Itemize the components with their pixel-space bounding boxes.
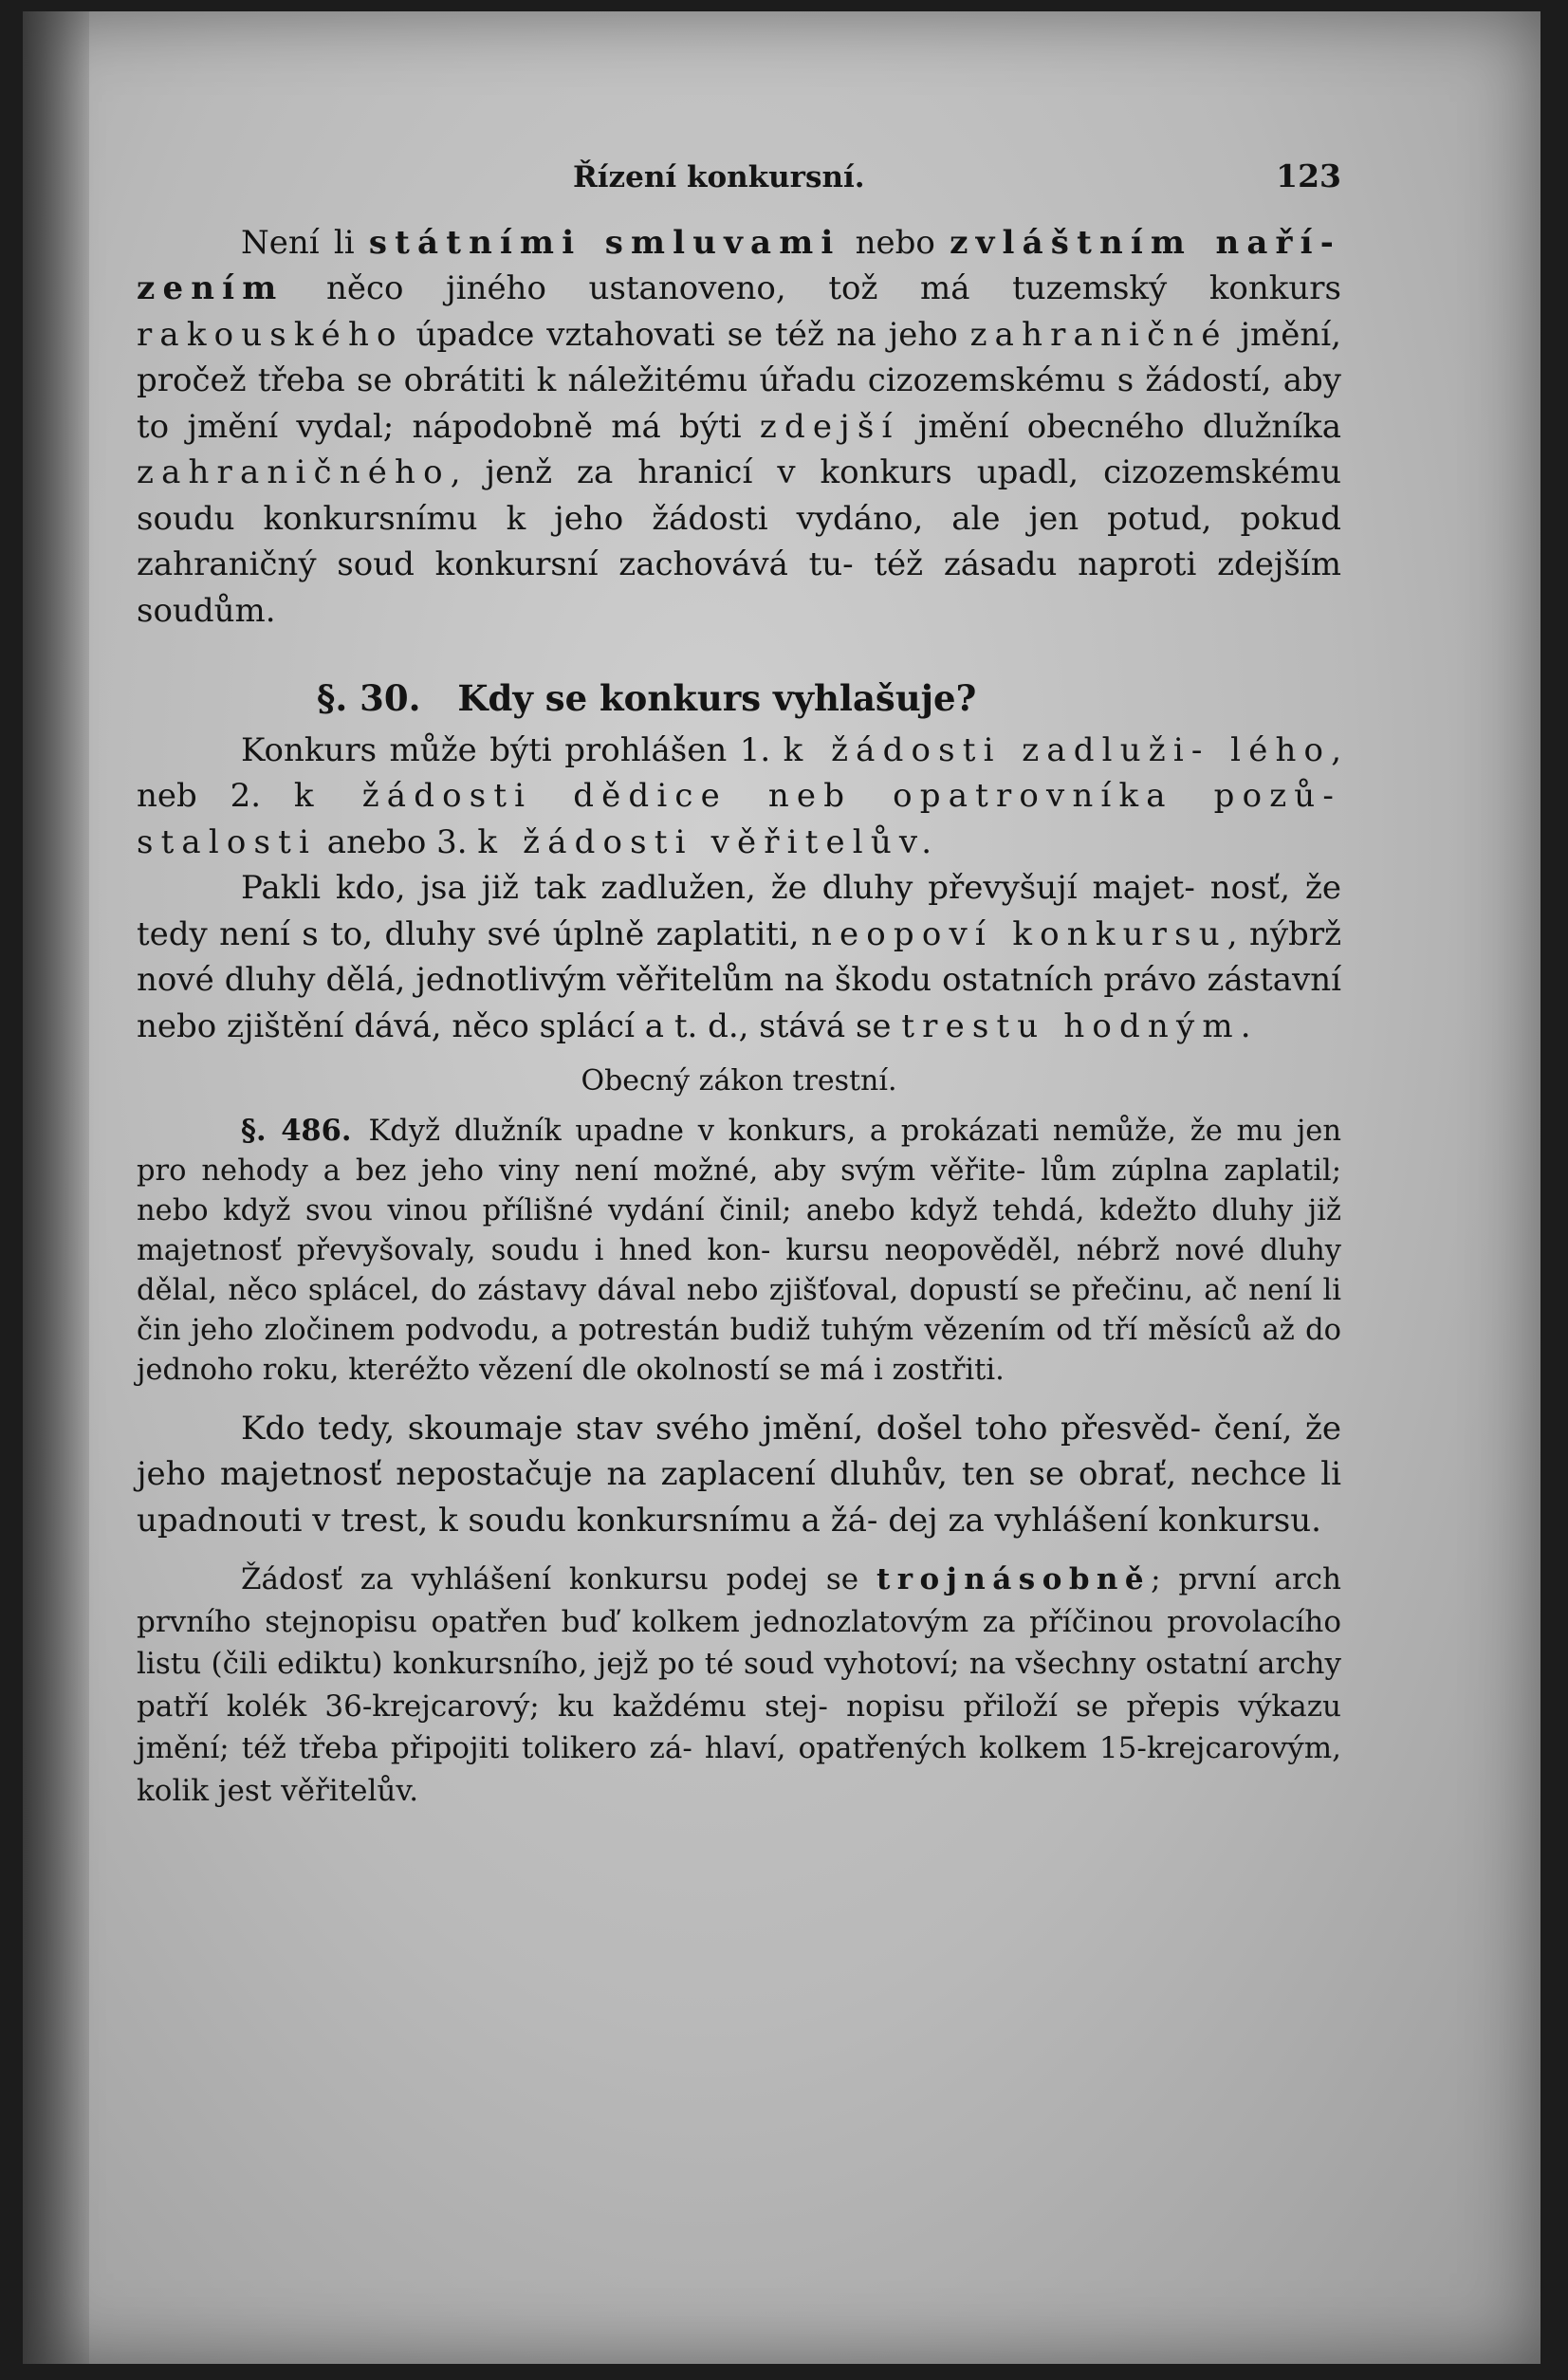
page-text	[137, 154, 1341, 1812]
law-number: §. 486.	[241, 1113, 352, 1148]
section-title: Kdy se konkurs vyhlašuje?	[457, 677, 977, 719]
law-excerpt: §. 486. Když dlužník upadne v konkurs, a prokázati nemůže, že mu jen pro nehody a bez jeho viny není možné, aby svým věřite- lům zúplna zaplatil; nebo když svou vinou přílišné vydání činil; anebo když tehdá, kdežto dluhy již majetnosť převyšovaly, soudu i hned kon- kursu neopověděl, nébrž nové dluhy dělal, něco splácel, do zástavy dával nebo zjišťoval, dopustí se přečinu, ač není li čin jeho zločinem podvodu, a potrestán budiž tuhým vězením od tří měsíců až do jednoho roku, kteréžto vězení dle okolností se má i zostřiti.	[137, 1113, 1341, 1387]
paragraph-self-assessment: Kdo tedy, skoumaje stav svého jmění, došel toho přesvěd- čení, že jeho majetnosť nepostačuje na zaplacení dluhův, ten se obrať, nechce li upadnouti v trest, k soudu konkursnímu a žá- dej za vyhlášení konkursu.	[137, 1409, 1341, 1540]
book-page	[23, 11, 1540, 2364]
law-title: Obecný zákon trestní.	[581, 1064, 897, 1098]
header-title: Řízení konkursní.	[573, 160, 865, 194]
paragraph-liability: Pakli kdo, jsa již tak zadlužen, že dluhy převyšují majet- nosť, že tedy není s to, dluhy své úplně zaplatiti, neopoví konkursu, nýbrž nové dluhy dělá, jednotlivým věřitelům na škodu ostatních právo zástavní nebo zjištění dává, něco splácí a t. d., stává se trestu hodným.	[137, 869, 1341, 1045]
section-number: §. 30.	[317, 677, 421, 719]
book-spine-shadow	[23, 11, 89, 2364]
paragraph-petition-copies: Žádosť za vyhlášení konkursu podej se trojnásobně; první arch prvního stejnopisu opatřen buď kolkem jednozlatovým za příčinou provolacího listu (čili ediktu) konkursního, jejž po té soud vyhotoví; na všechny ostatní archy patří kolék 36-krejcarový; ku každému stej- nopisu přiloží se přepis výkazu jmění; též třeba připojiti tolikero zá- hlaví, opatřených kolkem 15-krejcarovým, kolik jest věřitelův.	[137, 1562, 1341, 1808]
section-heading	[317, 675, 1341, 722]
paragraph-international-bankruptcy: Není li státními smluvami nebo zvláštním naří- zením něco jiného ustanoveno, tož má tuzemský konkurs rakouského úpadce vztahovati se též na jeho zahraničné jmění, pročež třeba se obrátiti k náležitému úřadu cizozemskému s žádostí, aby to jmění vydal; nápodobně má býti zdejší jmění obecného dlužníka zahraničného, jenž za hranicí v konkurs upadl, cizozemskému soudu konkursnímu k jeho žádosti vydáno, ale jen potud, pokud zahraničný soud konkursní zachovává tu- též zásadu naproti zdejším soudům.	[137, 223, 1341, 630]
page-number: 123	[1276, 157, 1341, 194]
running-header	[137, 154, 1341, 201]
paragraph-who-may-declare: Konkurs může býti prohlášen 1. k žádosti zadluži- lého, neb 2. k žádosti dědice neb opatrovníka pozů- stalosti anebo 3. k žádosti věřitelův.	[137, 730, 1341, 861]
